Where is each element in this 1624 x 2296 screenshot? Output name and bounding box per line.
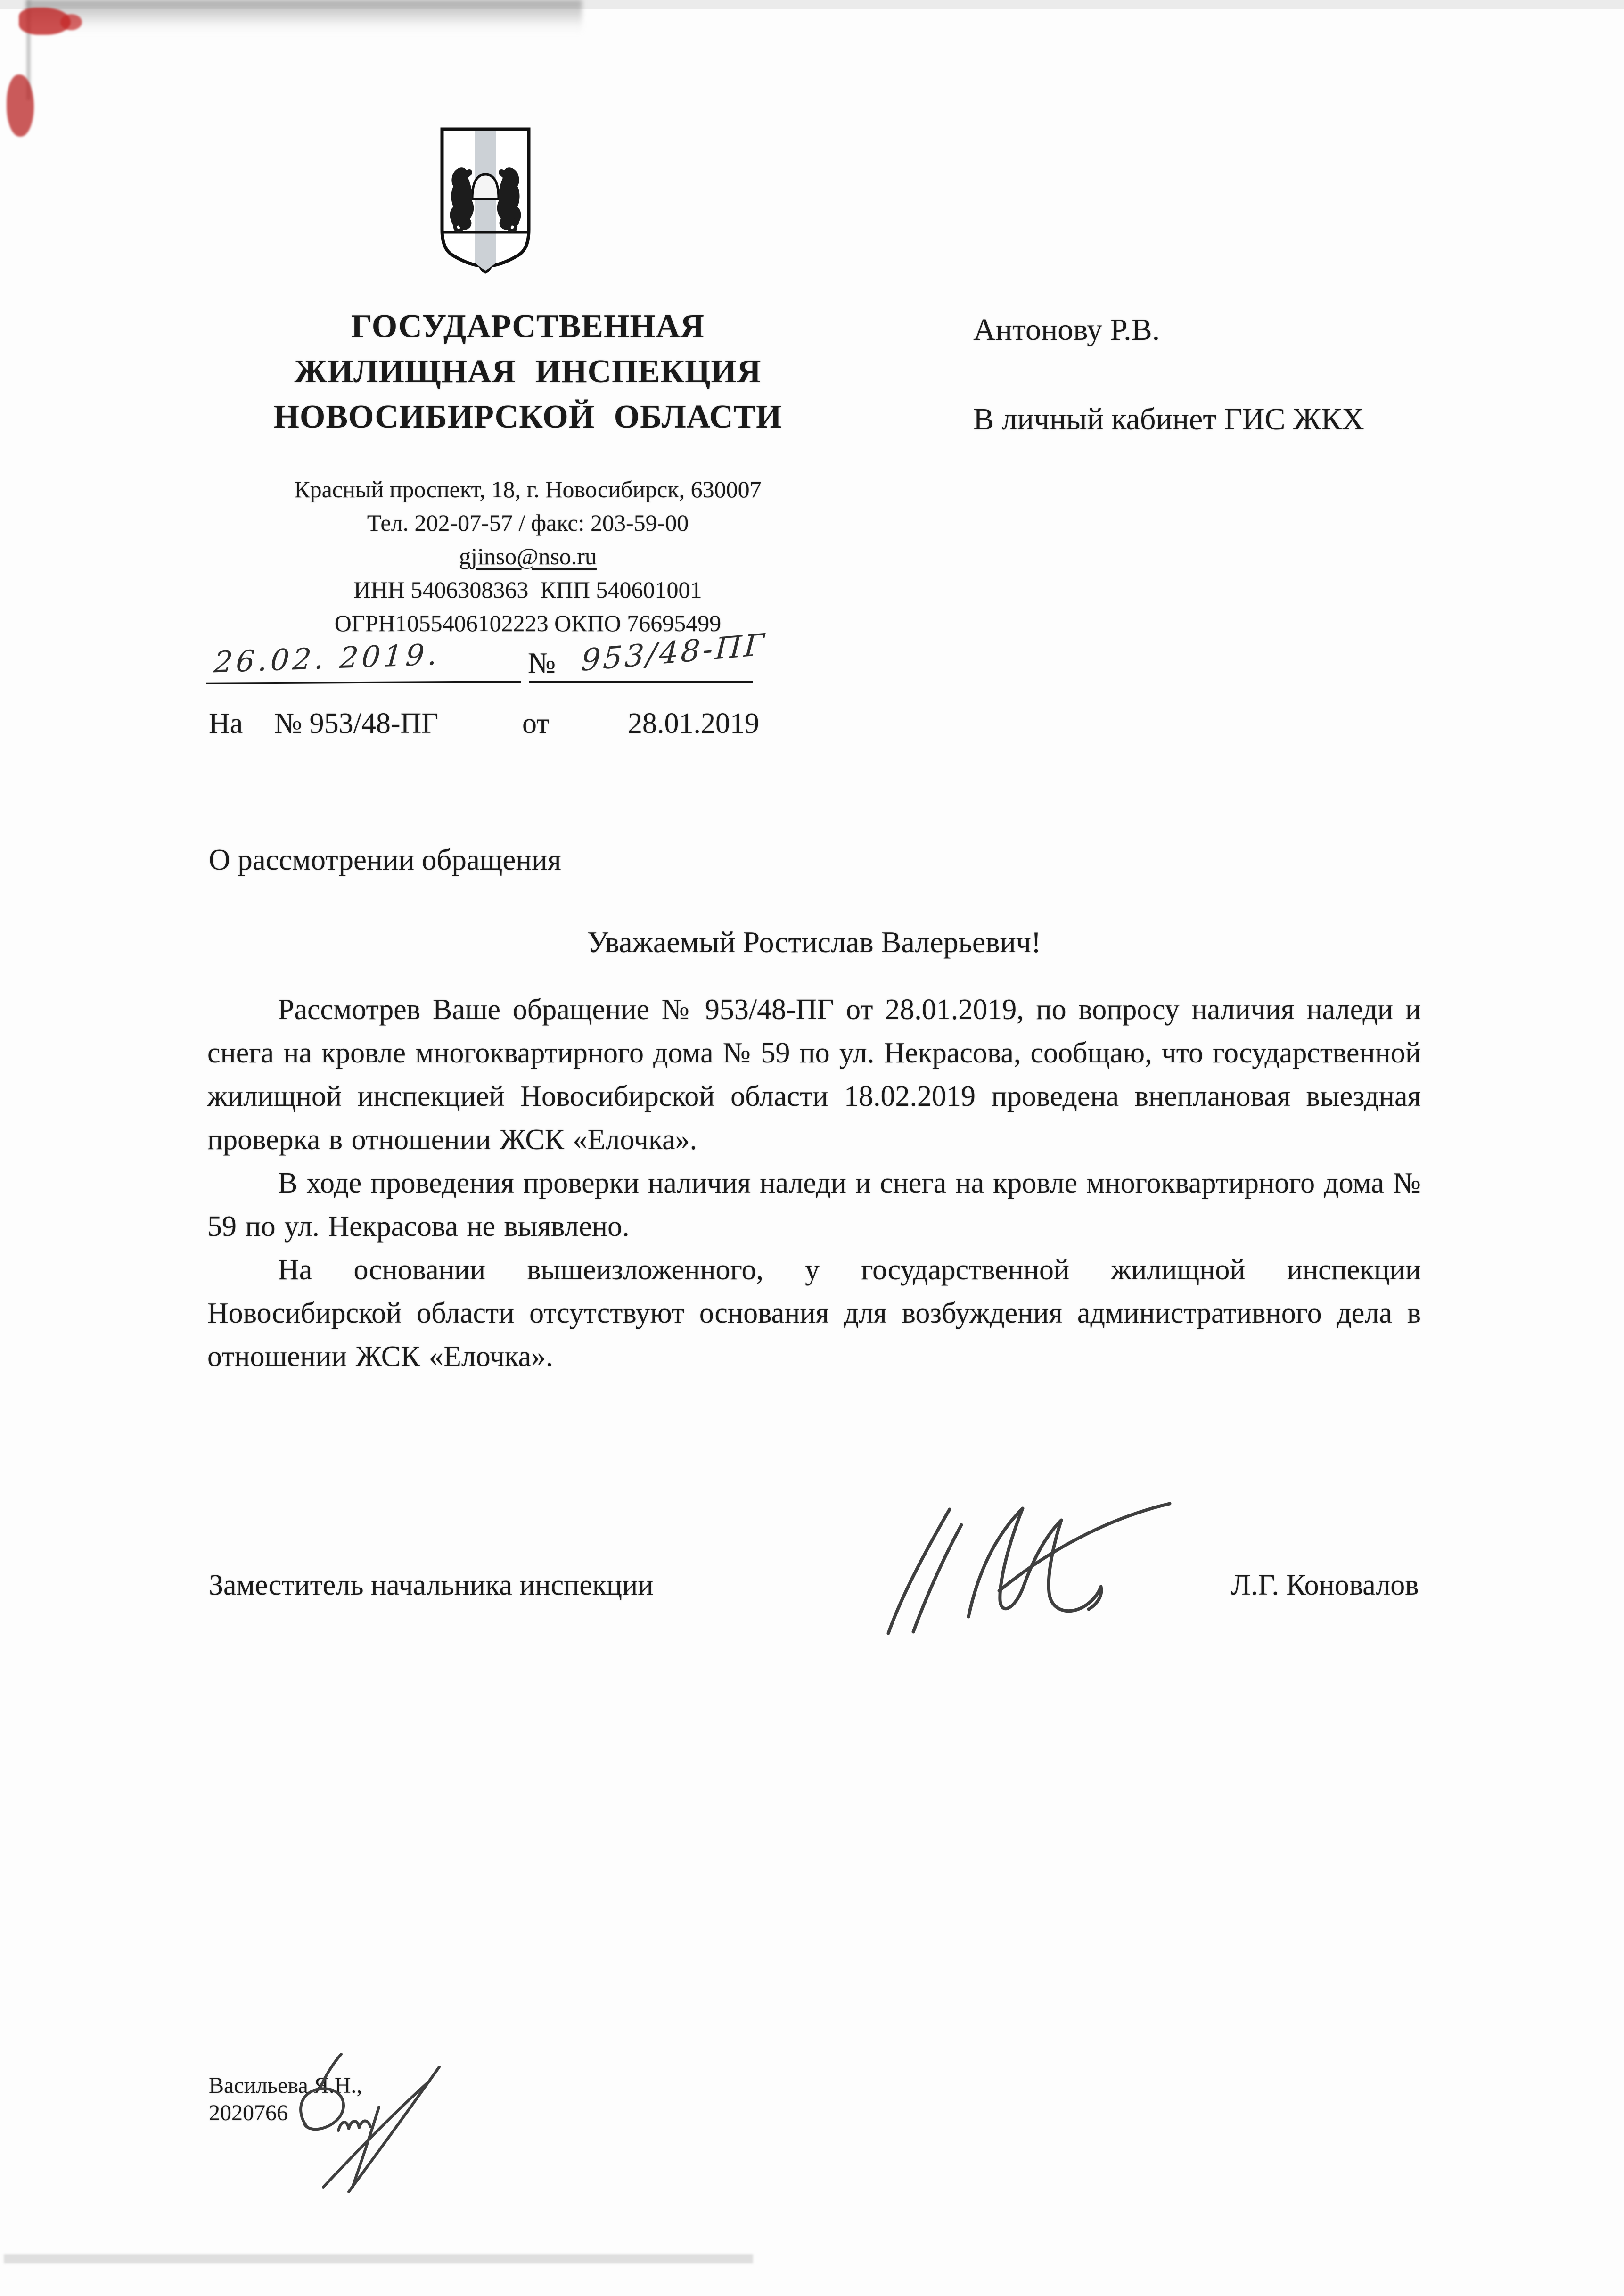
recipient-name: Антонову Р.В. [973, 313, 1160, 347]
org-name-line: ЖИЛИЩНАЯ ИНСПЕКЦИЯ [294, 354, 762, 390]
org-ogrn-okpo-line: ОГРН1055406102223 ОКПО 76695499 [334, 610, 722, 636]
red-mark-artifact [60, 14, 82, 30]
org-name-line: ГОСУДАРСТВЕННАЯ [351, 308, 705, 345]
scan-noise-bottom-band [4, 2254, 753, 2263]
scan-smudge-top-left [26, 0, 582, 34]
letterhead [189, 304, 867, 640]
ref-ot: от [522, 708, 550, 740]
org-name [189, 304, 867, 440]
signer-position: Заместитель начальника инспекции [209, 1569, 654, 1601]
novosibirsk-oblast-coat-of-arms-icon [438, 126, 533, 275]
red-mark-artifact [7, 74, 34, 137]
recipient-delivery: В личный кабинет ГИС ЖКХ [973, 402, 1364, 436]
signer-name: Л.Г. Коновалов [1231, 1569, 1419, 1601]
executor-autograph-icon [278, 2046, 457, 2197]
body-paragraph: В ходе проведения проверки наличия наледи и снега на кровле многоквартирного дома № 59 по ул. Некрасова не выявлено. [207, 1167, 1421, 1243]
stamp-underline [529, 681, 753, 683]
stamp-underline [206, 681, 521, 684]
org-email-line [189, 540, 867, 573]
subject-line: О рассмотрении обращения [209, 843, 561, 876]
letter-body [207, 988, 1421, 1378]
body-paragraph: На основании вышеизложенного, у государственной жилищной инспекции Новосибирской области отсутствуют основания для возбуждения административного дела в отношении ЖСК «Елочка». [207, 1254, 1421, 1373]
org-inn-kpp-line: ИНН 5406308363 КПП 540601001 [353, 576, 702, 603]
executor-name: Васильева Я.Н., [209, 2073, 362, 2098]
executor-phone: 2020766 [209, 2100, 288, 2125]
body-paragraph: Рассмотрев Ваше обращение № 953/48-ПГ от 28.01.2019, по вопросу наличия наледи и снега на кровле многоквартирного дома № 59 по ул. Некрасова, сообщаю, что государственной жилищной инспекцией Новосибирской области 18.02.2019 проведена внеплановая выездная проверка в отношении ЖСК «Елочка». [207, 994, 1421, 1156]
number-sign: № [528, 647, 556, 679]
org-address-line: Красный проспект, 18, г. Новосибирск, 630007 [294, 476, 762, 502]
ref-number: № 953/48-ПГ [274, 708, 439, 740]
org-phone-line: Тел. 202-07-57 / факс: 203-59-00 [367, 510, 689, 536]
handwritten-outgoing-date: 26.02. 2019. [213, 637, 442, 680]
ref-date: 28.01.2019 [628, 708, 759, 740]
handwritten-outgoing-number: 953/48-ПГ [580, 627, 768, 678]
signer-autograph-icon [853, 1499, 1183, 1640]
salutation: Уважаемый Ростислав Валерьевич! [587, 925, 1042, 959]
org-contacts [189, 473, 867, 640]
org-name-line: НОВОСИБИРСКОЙ ОБЛАСТИ [273, 399, 782, 435]
org-email: gjinso@nso.ru [459, 543, 597, 569]
ref-prefix: На [209, 708, 243, 740]
